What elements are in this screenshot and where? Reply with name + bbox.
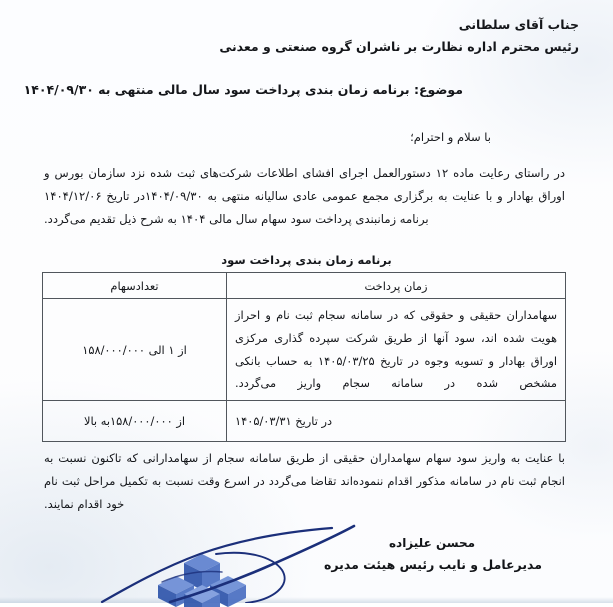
table-caption: برنامه زمان بندی پرداخت سود [221,253,392,267]
subject-line: موضوع: برنامه زمان بندی پرداخت سود سال مالی منتهی به ۱۴۰۴/۰۹/۳۰ [23,82,463,97]
signatory-title: مدیرعامل و نایب رئیس هیئت مدیره [324,557,542,572]
signatory-name: محسن علیزاده [388,536,476,550]
column-header-payment-time: زمان پرداخت [227,273,566,299]
cell-payment-time: در تاریخ ۱۴۰۵/۰۳/۳۱ [227,401,566,442]
addressee-block [219,14,579,58]
table-header-row [43,273,566,299]
addressee-name: جناب آقای سلطانی [458,17,579,32]
cell-share-count: از ۱۵۸/۰۰۰/۰۰۰به بالا [43,401,227,442]
salutation: با سلام و احترام؛ [410,130,491,144]
signature-block [0,524,613,603]
table-row [43,299,566,401]
cell-share-count: از ۱ الی ۱۵۸/۰۰۰/۰۰۰ [43,299,227,401]
company-cube-logo-icon [150,552,254,607]
addressee-title: رئیس محترم اداره نظارت بر ناشران گروه صنعتی و معدنی [219,38,579,54]
cell-payment-time: سهامداران حقیقی و حقوقی که در سامانه سجام ثبت نام و احراز هویت شده اند، سود آنها از طریق شرکت سپرده گذاری مرکزی اوراق بهادار و تسویه وجوه در تاریخ ۱۴۰۵/۰۳/۲۵ به حساب بانکی مشخص شده در سامانه سجام واریز می‌گردد. [227,299,566,401]
column-header-share-count: تعدادسهام [43,273,227,299]
body-paragraph: در راستای رعایت ماده ۱۲ دستورالعمل اجرای افشای اطلاعات شرکت‌های ثبت شده نزد سازمان بورس و اوراق بهادار و با عنایت به برگزاری مجمع عمومی عادی سالیانه منتهی به ۱۴۰۴/۰۹/۳۰در تاریخ ۱۴۰۴/۱۲/۰۶ برنامه زمانبندی پرداخت سود سهام سال مالی ۱۴۰۴ به شرح ذیل تقدیم می‌گردد. [44,166,566,226]
table-row [43,401,566,442]
payment-schedule-table [42,272,566,442]
closing-paragraph: با عنایت به واریز سود سهام سهامداران حقیقی از طریق سامانه سجام از سهامدارانی که تاکنون نسبت به انجام ثبت نام در سامانه مذکور اقدام ننموده‌اند تقاضا می‌گردد در اسرع وقت نسبت به تکمیل مراحل ثبت نام خود اقدام نمایند. [44,451,565,511]
